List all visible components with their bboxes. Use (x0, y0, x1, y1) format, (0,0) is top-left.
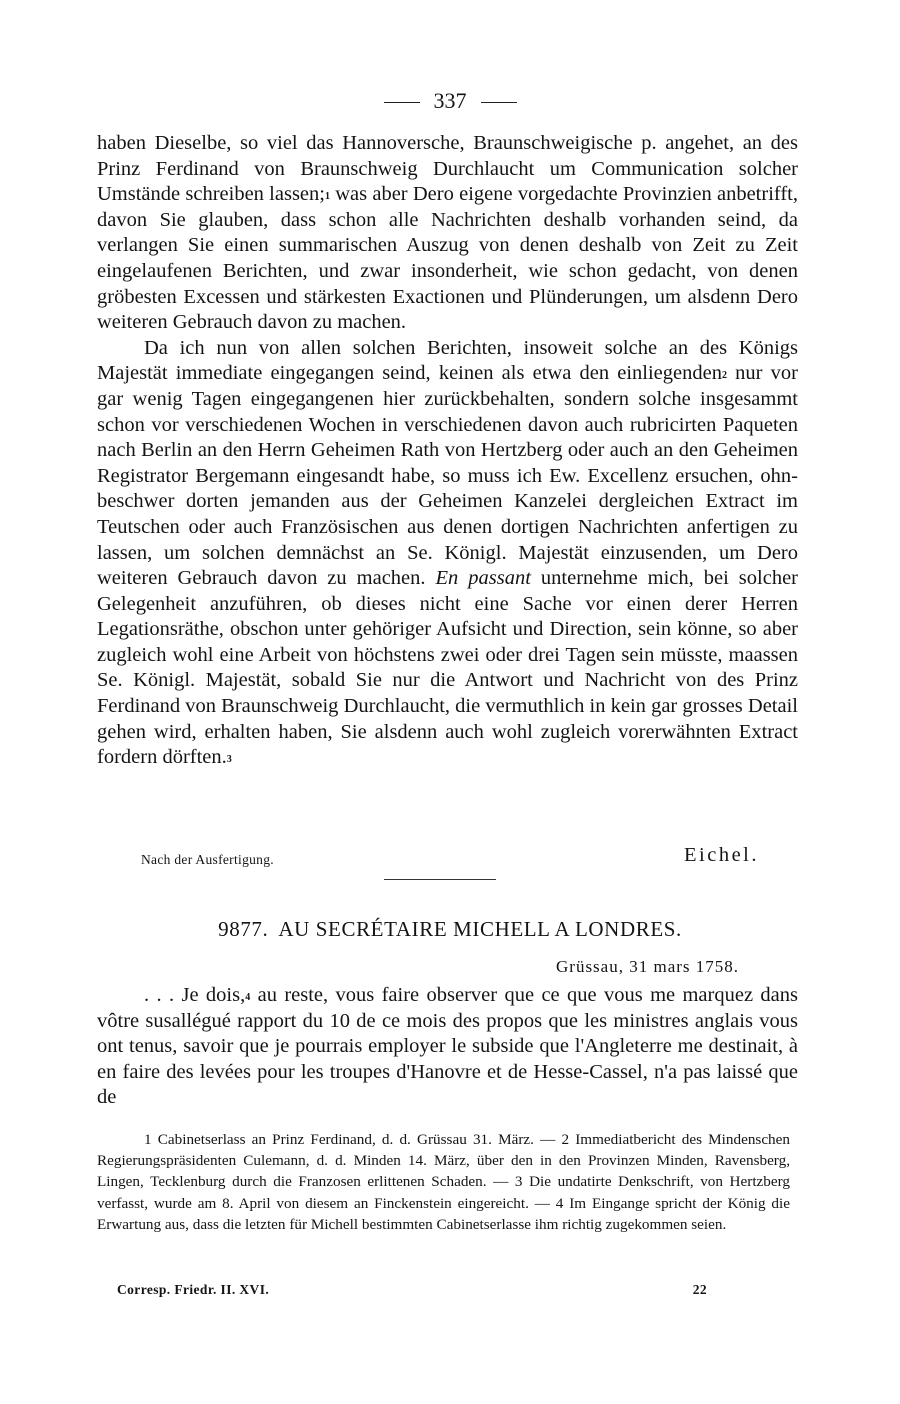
footnote-marker-3: 3 (226, 754, 232, 766)
footnote-marker-2: 2 (721, 370, 727, 382)
footnotes-text: 1 Cabinetserlass an Prinz Ferdinand, d. d. Grüssau 31. März. — 2 Immediatbericht des Mindenschen Regierungspräsidenten Culemann, d. d. Minden 14. März, über den in den Provinzen Minden, Ravensberg, Lingen, Tecklenburg durch die Franzosen erlittenen Schaden. — 3 Die undatirte Denkschrift, von Hertzberg verfasst, wurde am 8. April von diesem an Finckenstein eingereicht. — 4 Im Eingange spricht der König die Erwartung aus, dass die letzten für Michell bestimmten Cabinetserlasse ihm richtig zugekommen seien. (97, 1131, 790, 1233)
signature: Eichel. (684, 844, 759, 866)
document-heading (0, 917, 900, 942)
letter-text (97, 983, 798, 1111)
paragraph-3: . . . Je dois,$^4$ au reste, vous faire observer que ce que vous me marquez dans vôtre susallégué rapport du 10 de ce mois des propos que les ministres anglais vous ont tenus, savoir que je pourrais employer le subside que l'Angleterre me destinait, à en faire des levées pour les troupes d'Hanovre et de Hesse-Cassel, n'a pas laissé que de (97, 984, 799, 1109)
page-number-text: 337 (433, 88, 467, 113)
main-text (97, 131, 798, 771)
source-note: Nach der Ausfertigung. (141, 852, 274, 867)
dateline: Grüssau, 31 mars 1758. (556, 957, 740, 976)
footer-signature: Corresp. Friedr. II. XVI. (117, 1282, 270, 1297)
footnote-marker-1: 1 (324, 191, 330, 203)
paragraph-2: Da ich nun von allen solchen Berichten, insoweit solche an des Königs Majestät immediate eingegangen seind, keinen als etwa den einliegenden$^2$ nur vor gar wenig Tagen eingegangenen hier zurückbehalten, sondern solche insgesammt schon vor verschiedenen Wochen in verschiedenen davon auch rubricirten Paqueten nach Berlin an den Herrn Geheimen Rath von Hertzberg oder auch an den Geheimen Registrator Bergemann eingesandt habe, so muss ich Ew. Excellenz ersuchen, ohnbeschwer dorten jemanden aus der Geheimen Kanzelei dergleichen Extract im Teutschen oder auch Französischen aus denen dortigen Nachrichten anfertigen zu lassen, um solchen demnächst an Se. Königl. Majestät einzusenden, um Dero weiteren Gebrauch davon zu machen. En passant unternehme mich, bei solcher Gelegenheit anzuführen, ob dieses nicht eine Sache vor einen derer Herren Legationsräthe, obschon unter gehöriger Aufsicht und Direction, sein könne, so aber zugleich wohl eine Arbeit von höchstens zwei oder drei Tagen sein müsste, maassen Se. Königl. Majestät, sobald Sie nur die Antwort und Nachricht von des Prinz Ferdinand von Braunschweig Durchlaucht, die vermuthlich in kein gar grosses Detail gehen wird, erhalten haben, Sie alsdenn auch wohl zugleich vorerwähnten Extract fordern dörften.$^3$ (97, 336, 798, 769)
document-title: AU SECRÉTAIRE MICHELL A LONDRES. (278, 917, 682, 941)
page-number-dash-right (481, 102, 517, 103)
footnote-marker-4: 4 (245, 992, 251, 1003)
page-footer (117, 1282, 707, 1298)
section-divider (384, 879, 496, 880)
sheet-number: 22 (692, 1282, 707, 1297)
footnotes (97, 1129, 790, 1235)
document-number: 9877. (218, 917, 269, 941)
page-number (0, 88, 900, 114)
italic-phrase: En passant (435, 567, 531, 590)
page-number-dash-left (384, 102, 420, 103)
paragraph-1: haben Dieselbe, so viel das Hannoversche, Braunschweigische p. angehet, an des Prinz Ferdinand von Braunschweig Durchlaucht um Communication solcher Umstände schreiben lassen;$^1$ was aber Dero eigene vorgedachte Provinzien anbetrifft, davon Sie glauben, dass schon alle Nachrichten deshalb vorhanden seind, da verlangen Sie einen summarischen Auszug von denen deshalb von Zeit zu Zeit eingelaufenen Berichten, und zwar insonderheit, wie schon gedacht, von denen gröbesten Excessen und stärkesten Exactionen und Plünderungen, um alsdenn Dero weiteren Gebrauch davon zu machen. (97, 132, 798, 334)
